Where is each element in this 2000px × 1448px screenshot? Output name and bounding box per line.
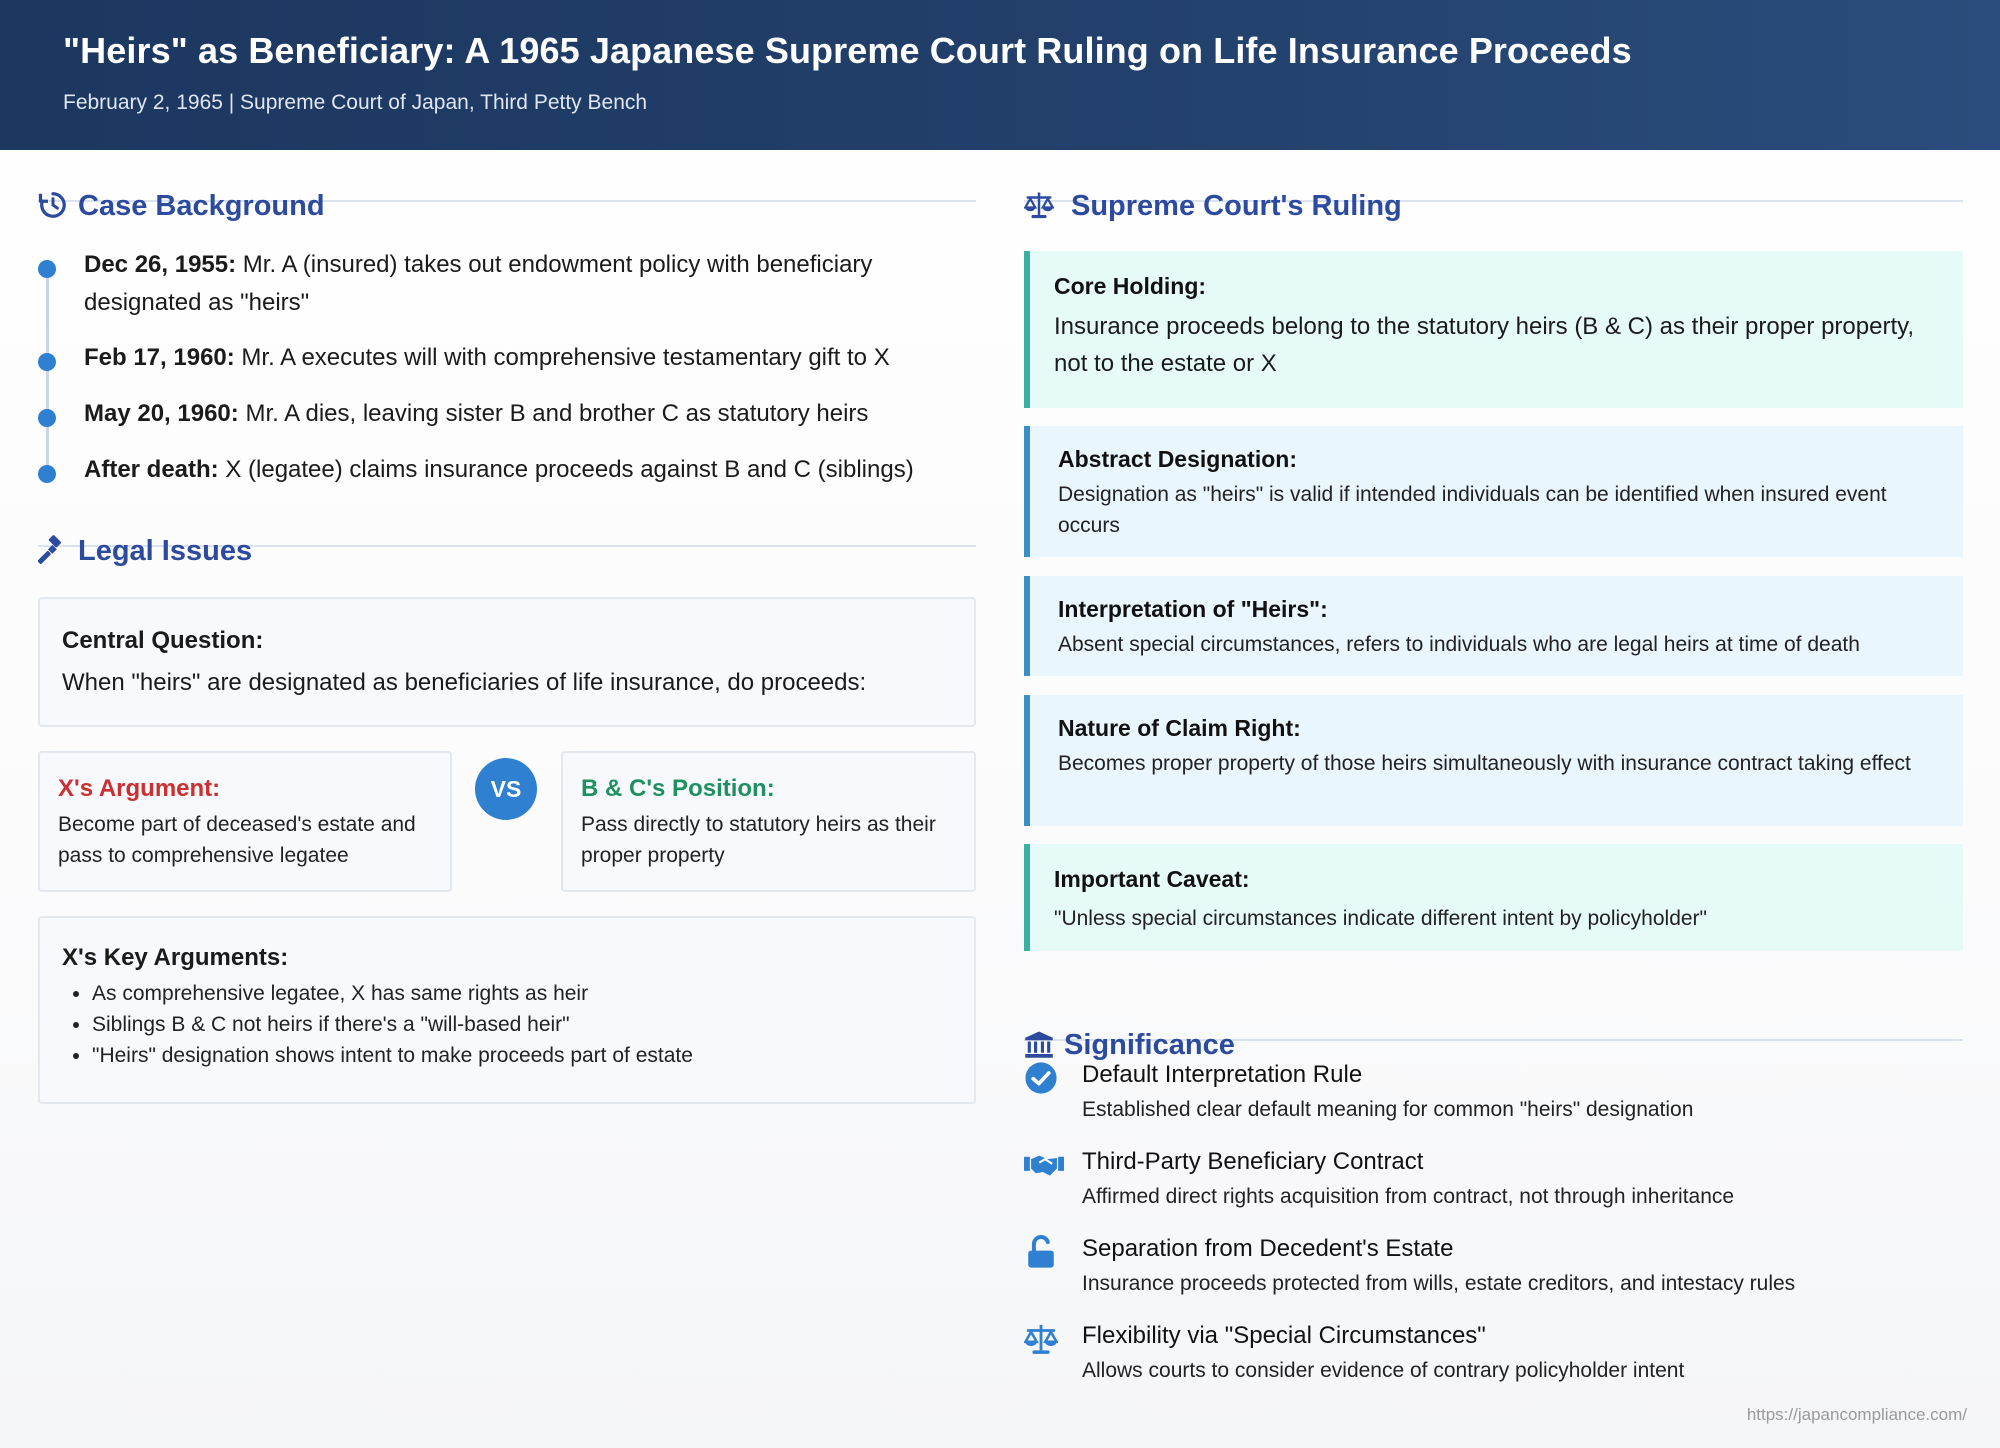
core-holding-label: Core Holding:	[1054, 273, 1207, 299]
timeline-text: X (legatee) claims insurance proceeds against B and C (siblings)	[225, 456, 914, 483]
significance-title: Separation from Decedent's Estate	[1082, 1235, 1454, 1262]
x-key-arguments-list	[62, 978, 693, 1071]
ruling-card-label: Interpretation of "Heirs":	[1058, 596, 1328, 622]
timeline-date: Feb 17, 1960:	[84, 344, 235, 371]
significance-title: Default Interpretation Rule	[1082, 1061, 1363, 1088]
section-title: Legal Issues	[78, 535, 253, 567]
scales-icon	[1024, 1322, 1058, 1356]
ruling-card-text: Becomes proper property of those heirs simultaneously with insurance contract taking effect	[1058, 752, 1911, 775]
unlock-icon	[1024, 1235, 1058, 1269]
institution-icon	[1024, 1029, 1054, 1059]
list-item: • Siblings B & C not heirs if there's a "will-based heir"	[92, 1009, 693, 1040]
timeline-text: Mr. A dies, leaving sister B and brother C as statutory heirs	[245, 400, 869, 427]
timeline-text: Mr. A executes will with comprehensive testamentary gift to X	[241, 344, 890, 371]
timeline-dot	[38, 409, 56, 427]
significance-text: Established clear default meaning for common "heirs" designation	[1082, 1098, 1694, 1121]
x-argument-text: Become part of deceased's estate and pass to comprehensive legatee	[58, 813, 416, 867]
check-circle-icon	[1024, 1061, 1058, 1095]
central-question-text: When "heirs" are designated as beneficiaries of life insurance, do proceeds:	[62, 669, 867, 696]
significance-text: Allows courts to consider evidence of contrary policyholder intent	[1082, 1359, 1685, 1382]
page-subtitle: February 2, 1965 | Supreme Court of Japan, Third Petty Bench	[63, 91, 648, 114]
bc-position-label: B & C's Position:	[581, 775, 775, 802]
significance-title: Flexibility via "Special Circumstances"	[1082, 1322, 1486, 1349]
timeline-date: May 20, 1960:	[84, 400, 239, 427]
vs-badge: VS	[475, 758, 537, 820]
caveat-label: Important Caveat:	[1054, 866, 1250, 892]
case-background-heading	[38, 150, 976, 222]
footer-url: https://japancompliance.com/	[1746, 1405, 1967, 1424]
page-header	[0, 0, 2000, 150]
timeline-text: Mr. A (insured) takes out endowment policy with beneficiary designated as "heirs"	[84, 251, 873, 316]
ruling-heading	[1024, 150, 1963, 222]
timeline-dot	[38, 353, 56, 371]
ruling-card-label: Nature of Claim Right:	[1058, 715, 1301, 741]
timeline-date: After death:	[84, 456, 219, 483]
significance-title: Third-Party Beneficiary Contract	[1082, 1148, 1424, 1175]
page-title: "Heirs" as Beneficiary: A 1965 Japanese Supreme Court Ruling on Life Insurance Proceeds	[63, 30, 1632, 71]
central-question-box	[38, 597, 976, 727]
ruling-card	[1024, 695, 1963, 826]
ruling-card	[1024, 426, 1963, 557]
caveat-card	[1024, 844, 1963, 951]
ruling-card-text: Absent special circumstances, refers to individuals who are legal heirs at time of death	[1058, 633, 1860, 656]
section-title: Case Background	[78, 190, 325, 222]
history-icon	[38, 190, 68, 220]
bc-position-box	[561, 751, 976, 892]
central-question-label: Central Question:	[62, 627, 264, 654]
legal-issues-heading	[38, 495, 976, 567]
list-item: • "Heirs" designation shows intent to make proceeds part of estate	[92, 1040, 693, 1071]
x-key-arguments-box	[38, 916, 976, 1104]
scales-icon	[1024, 190, 1054, 220]
timeline-dot	[38, 465, 56, 483]
significance-text: Affirmed direct rights acquisition from contract, not through inheritance	[1082, 1185, 1735, 1208]
gavel-icon	[38, 535, 68, 565]
significance-text: Insurance proceeds protected from wills, estate creditors, and intestacy rules	[1082, 1272, 1796, 1295]
x-argument-label: X's Argument:	[58, 775, 221, 802]
section-title: Significance	[1064, 1029, 1235, 1061]
timeline-dot	[38, 260, 56, 278]
core-holding-card	[1024, 251, 1963, 408]
x-key-arguments-label: X's Key Arguments:	[62, 944, 289, 971]
ruling-card-text: Designation as "heirs" is valid if intended individuals can be identified when insured event occurs	[1058, 483, 1887, 537]
list-item: • As comprehensive legatee, X has same rights as heir	[92, 978, 693, 1009]
ruling-card	[1024, 576, 1963, 676]
bc-position-text: Pass directly to statutory heirs as their proper property	[581, 813, 936, 867]
core-holding-text: Insurance proceeds belong to the statutory heirs (B & C) as their proper property, not to the estate or X	[1054, 313, 1914, 377]
ruling-card-label: Abstract Designation:	[1058, 446, 1297, 472]
significance-heading	[1024, 989, 1963, 1061]
section-title: Supreme Court's Ruling	[1071, 190, 1402, 222]
caveat-text: "Unless special circumstances indicate different intent by policyholder"	[1054, 907, 1708, 930]
x-argument-box	[38, 751, 452, 892]
handshake-icon	[1024, 1148, 1064, 1182]
timeline-date: Dec 26, 1955:	[84, 251, 237, 278]
